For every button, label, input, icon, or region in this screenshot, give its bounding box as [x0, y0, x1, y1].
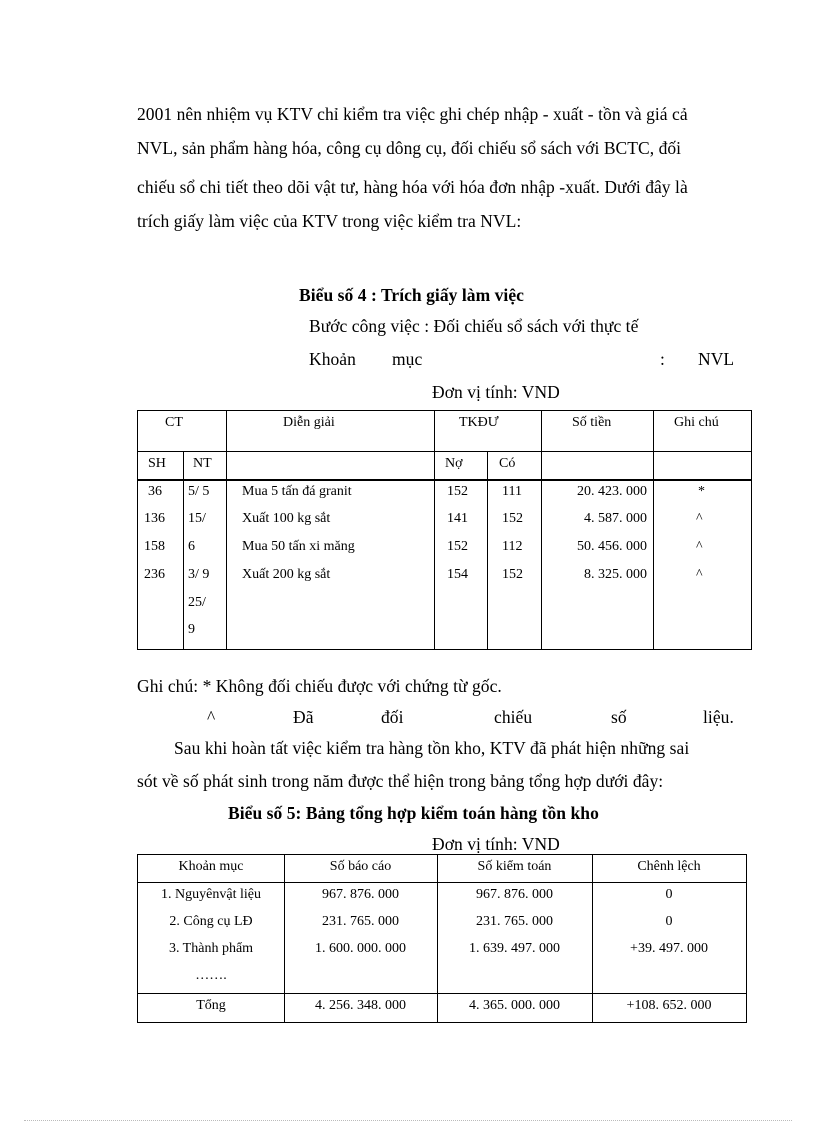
row-no: 154	[447, 567, 468, 582]
row-no: 152	[447, 484, 468, 499]
t2-cell: …….	[195, 968, 227, 983]
intro-line-3: chiếu sổ chi tiết theo dõi vật tư, hàng hóa với hóa đơn nhập -xuất. Dưới đây là	[137, 177, 688, 197]
row-no: 152	[447, 539, 468, 554]
form4-item-label-2: mục	[392, 349, 423, 369]
row-amount: 8. 325. 000	[584, 567, 647, 582]
t2-header: Chênh lệch	[637, 859, 701, 874]
row-amount: 50. 456. 000	[577, 539, 647, 554]
note-word: ^	[207, 707, 216, 727]
note-word: Đã	[293, 707, 314, 727]
t2-total: 4. 365. 000. 000	[469, 998, 560, 1013]
row-amount: 20. 423. 000	[577, 484, 647, 499]
row-co: 152	[502, 567, 523, 582]
t2-cell: 2. Công cụ LĐ	[169, 914, 253, 929]
header-ct: CT	[165, 415, 183, 430]
t2-cell: 3. Thành phẩm	[168, 941, 254, 956]
note-word: số	[611, 707, 627, 727]
row-desc: Mua 50 tấn xi măng	[242, 539, 355, 554]
t2-total: 4. 256. 348. 000	[315, 998, 406, 1013]
form4-item-colon: :	[660, 349, 665, 369]
t2-total: +108. 652. 000	[626, 998, 712, 1013]
t2-header: Số kiểm toán	[477, 859, 552, 874]
row-co: 111	[502, 484, 522, 499]
form4-title: Biểu số 4 : Trích giấy làm việc	[299, 285, 524, 305]
row-note: ^	[696, 567, 703, 582]
header-amount: Số tiền	[572, 415, 612, 430]
page-bottom-divider	[24, 1120, 792, 1121]
row-desc: Xuất 200 kg sắt	[242, 567, 331, 582]
form5-unit: Đơn vị tính: VND	[432, 834, 560, 854]
t2-total: Tổng	[196, 998, 226, 1013]
header-note: Ghi chú	[674, 415, 719, 430]
row-note: ^	[696, 511, 703, 526]
sh-cell: 36	[148, 484, 162, 499]
note-word: đối	[381, 707, 404, 727]
row-desc: Mua 5 tấn đá granit	[242, 484, 352, 499]
t2-cell: 1. 600. 000. 000	[315, 941, 406, 956]
row-co: 112	[502, 539, 523, 554]
t2-cell: 967. 876. 000	[476, 887, 553, 902]
t2-cell: 231. 765. 000	[476, 914, 553, 929]
nt-cell: 15/	[188, 511, 206, 526]
form4-item-label: Khoản	[309, 349, 356, 369]
intro-line-2: NVL, sản phẩm hàng hóa, công cụ dông cụ, đối chiếu sổ sách với BCTC, đối	[137, 138, 682, 158]
header-desc: Diễn giải	[283, 415, 335, 430]
t2-cell: 1. 639. 497. 000	[469, 941, 560, 956]
t2-cell: 967. 876. 000	[322, 887, 399, 902]
sh-cell: 158	[144, 539, 165, 554]
sh-cell: 136	[144, 511, 165, 526]
row-note: *	[698, 484, 705, 499]
row-no: 141	[447, 511, 468, 526]
header-no: Nợ	[445, 456, 463, 471]
t2-cell: 0	[665, 887, 673, 902]
header-tkdu: TKĐƯ	[459, 415, 499, 430]
note-word: liệu.	[703, 707, 734, 727]
form4-step: Bước công việc : Đối chiếu sổ sách với thực tế	[309, 316, 639, 336]
t2-cell: 0	[665, 914, 673, 929]
intro-line-4: trích giấy làm việc của KTV trong việc kiểm tra NVL:	[137, 211, 522, 231]
intro-line-1: 2001 nên nhiệm vụ KTV chỉ kiểm tra việc ghi chép nhập - xuất - tồn và giá cả	[137, 104, 688, 124]
row-co: 152	[502, 511, 523, 526]
nt-cell: 3/ 9	[188, 567, 210, 582]
table-audit-worksheet	[137, 410, 752, 650]
nt-cell: 6	[188, 539, 195, 554]
header-nt: NT	[193, 456, 212, 471]
para2-line-2: sót về số phát sinh trong năm được thể hiện trong bảng tổng hợp dưới đây:	[137, 771, 664, 791]
nt-cell: 25/	[188, 595, 206, 610]
note-word: chiếu	[494, 707, 533, 727]
form4-item-value: NVL	[698, 349, 735, 369]
t2-cell: 1. Nguyênvật liệu	[161, 887, 261, 902]
t2-header: Số báo cáo	[329, 859, 392, 874]
nt-cell: 9	[188, 622, 195, 637]
nt-cell: 5/ 5	[188, 484, 210, 499]
t2-header: Khoản mục	[178, 859, 244, 874]
form4-unit: Đơn vị tính: VND	[432, 382, 560, 402]
row-desc: Xuất 100 kg sắt	[242, 511, 331, 526]
t2-cell: +39. 497. 000	[630, 941, 708, 956]
row-amount: 4. 587. 000	[584, 511, 647, 526]
row-note: ^	[696, 539, 703, 554]
form5-title: Biểu số 5: Bảng tổng hợp kiểm toán hàng tồn kho	[228, 803, 599, 823]
header-co: Có	[499, 456, 516, 471]
para2-line-1: Sau khi hoàn tất việc kiểm tra hàng tồn kho, KTV đã phát hiện những sai	[174, 738, 690, 758]
header-sh: SH	[148, 456, 166, 471]
table-inventory-summary	[137, 854, 747, 1023]
t2-cell: 231. 765. 000	[322, 914, 399, 929]
sh-cell: 236	[144, 567, 165, 582]
note-line-1: Ghi chú: * Không đối chiếu được với chứng từ gốc.	[137, 676, 502, 696]
